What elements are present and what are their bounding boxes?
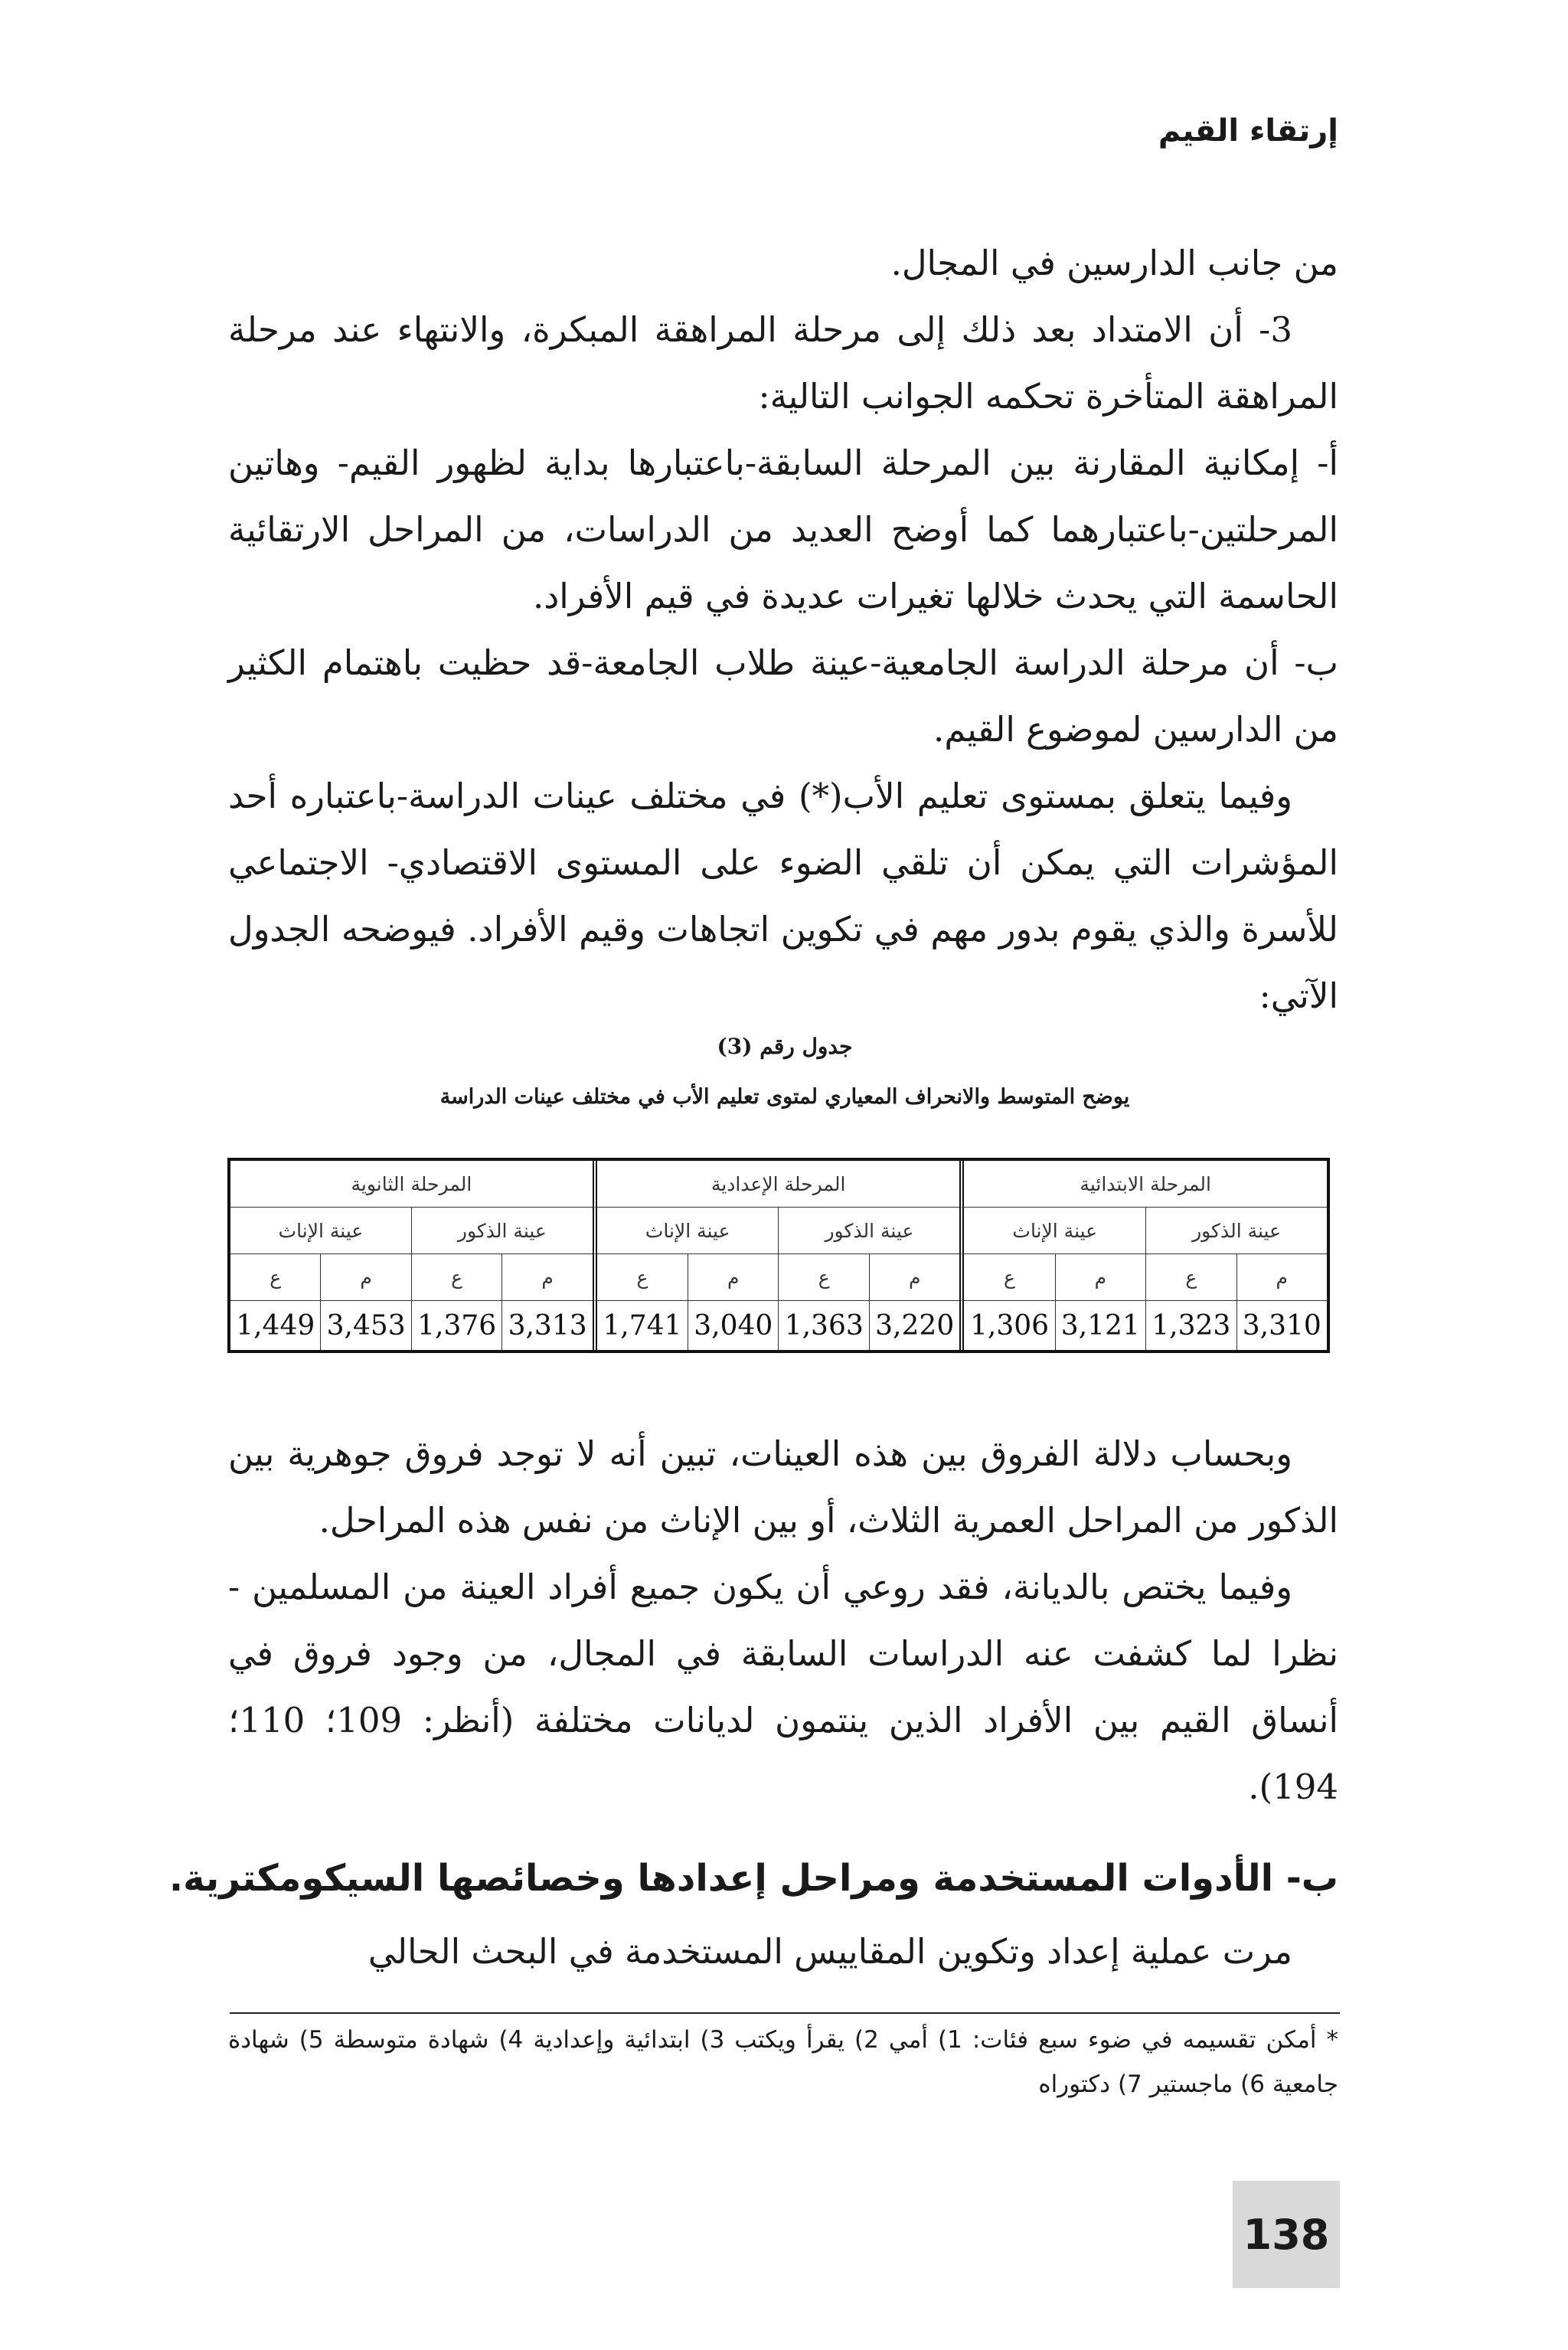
table-cell: 3,310 (1236, 1301, 1327, 1350)
table-sample-row (230, 1208, 1327, 1254)
paragraph: من جانب الدارسين في المجال. (890, 243, 1338, 283)
table-cell: 1,449 (236, 1309, 315, 1342)
sample-header: عينة الإناث (593, 1208, 779, 1254)
table-stat-row (230, 1254, 1327, 1301)
stat-label: م (501, 1254, 592, 1301)
table-title: يوضح المتوسط والانحراف المعياري لمتوى تعليم الأب في مختلف عينات الدراسة (439, 1085, 1130, 1109)
table-cell: 3,220 (869, 1301, 959, 1350)
father-education-table (227, 1158, 1330, 1353)
sample-header: عينة الذكور (411, 1208, 593, 1254)
stat-label: ع (411, 1254, 501, 1301)
table-values-row (230, 1301, 1327, 1350)
stage-header: المرحلة الابتدائية (959, 1161, 1327, 1208)
paragraph: ب- أن مرحلة الدراسة الجامعية-عينة طلاب الجامعة-قد حظيت باهتمام الكثير من الدارسين لموضوع القيم. (228, 642, 1338, 750)
table-cell: 3,040 (688, 1301, 778, 1350)
stat-label: م (1055, 1254, 1145, 1301)
table-cell: 3,453 (320, 1301, 410, 1350)
table-cell: 1,363 (778, 1301, 868, 1350)
paragraph: 3- أن الامتداد بعد ذلك إلى مرحلة المراهقة المبكرة، والانتهاء عند مرحلة المراهقة المتأخرة تحكمه الجوانب التالية: (228, 309, 1338, 417)
footnote (228, 2018, 1338, 2107)
body-text-top (228, 230, 1338, 1029)
sample-header: عينة الذكور (1145, 1208, 1327, 1254)
body-text-mid (228, 1420, 1338, 1820)
paragraph: وفيما يختص بالديانة، فقد روعي أن يكون جميع أفراد العينة من المسلمين - نظرا لما كشفت عنه الدراسات السابقة في المجال، من وجود فروق في أنساق القيم بين الأفراد الذين ينتمون لديانات مختلفة (أنظر: 109؛ 110؛ 194). (228, 1567, 1338, 1807)
stat-label: ع (778, 1254, 868, 1301)
stage-header: المرحلة الإعدادية (593, 1161, 960, 1208)
page-number: 138 (1233, 2181, 1340, 2288)
table-cell: 3,121 (1055, 1301, 1145, 1350)
sample-header: عينة الذكور (778, 1208, 959, 1254)
table-caption (230, 1030, 1340, 1114)
stat-label: م (1236, 1254, 1327, 1301)
sample-header: عينة الإناث (230, 1208, 411, 1254)
stat-label: م (320, 1254, 410, 1301)
footnote-divider (230, 2012, 1340, 2014)
stage-header: المرحلة الثانوية (230, 1161, 593, 1208)
table-stage-row (230, 1161, 1327, 1208)
paragraph: وفيما يتعلق بمستوى تعليم الأب(*) في مختلف عينات الدراسة-باعتباره أحد المؤشرات التي يمكن أن تلقي الضوء على المستوى الاقتصادي- الاجتماعي للأسرة والذي يقوم بدور مهم في تكوين اتجاهات وقيم الأفراد. فيوضحه الجدول الآتي: (228, 776, 1338, 1016)
table-cell: 3,313 (501, 1301, 592, 1350)
paragraph: وبحساب دلالة الفروق بين هذه العينات، تبين أنه لا توجد فروق جوهرية بين الذكور من المراحل العمرية الثلاث، أو بين الإناث من نفس هذه المراحل. (228, 1433, 1338, 1541)
stat-label: م (688, 1254, 778, 1301)
running-header: إرتقاء القيم (1158, 113, 1338, 149)
stat-label: ع (593, 1254, 688, 1301)
sample-header: عينة الإناث (959, 1208, 1145, 1254)
stat-label: ع (230, 1254, 320, 1301)
table-number: جدول رقم (3) (717, 1034, 853, 1059)
table-cell: 1,323 (1145, 1301, 1236, 1350)
paragraph: أ- إمكانية المقارنة بين المرحلة السابقة-باعتبارها بداية لظهور القيم- وهاتين المرحلتين-باعتبارهما كما أوضح العديد من الدراسات، من المراحل الارتقائية الحاسمة التي يحدث خلالها تغيرات عديدة في قيم الأفراد. (228, 443, 1338, 616)
section-heading: ب- الأدوات المستخدمة ومراحل إعدادها وخصائصها السيكومكترية. (168, 1857, 1338, 1900)
stat-label: ع (1145, 1254, 1236, 1301)
table-cell: 1,376 (411, 1301, 501, 1350)
section-first-line: مرت عملية إعداد وتكوين المقاييس المستخدمة في البحث الحالي (368, 1931, 1292, 1972)
table-cell: 1,306 (959, 1301, 1054, 1350)
table-cell: 1,741 (593, 1301, 688, 1350)
stat-label: ع (959, 1254, 1054, 1301)
stat-label: م (869, 1254, 959, 1301)
footnote-text: * أمكن تقسيمه في ضوء سبع فئات: 1) أمي 2) يقرأ ويكتب 3) ابتدائية وإعدادية 4) شهادة متوسطة 5) شهادة جامعية 6) ماجستير 7) دكتوراه (228, 2026, 1338, 2098)
